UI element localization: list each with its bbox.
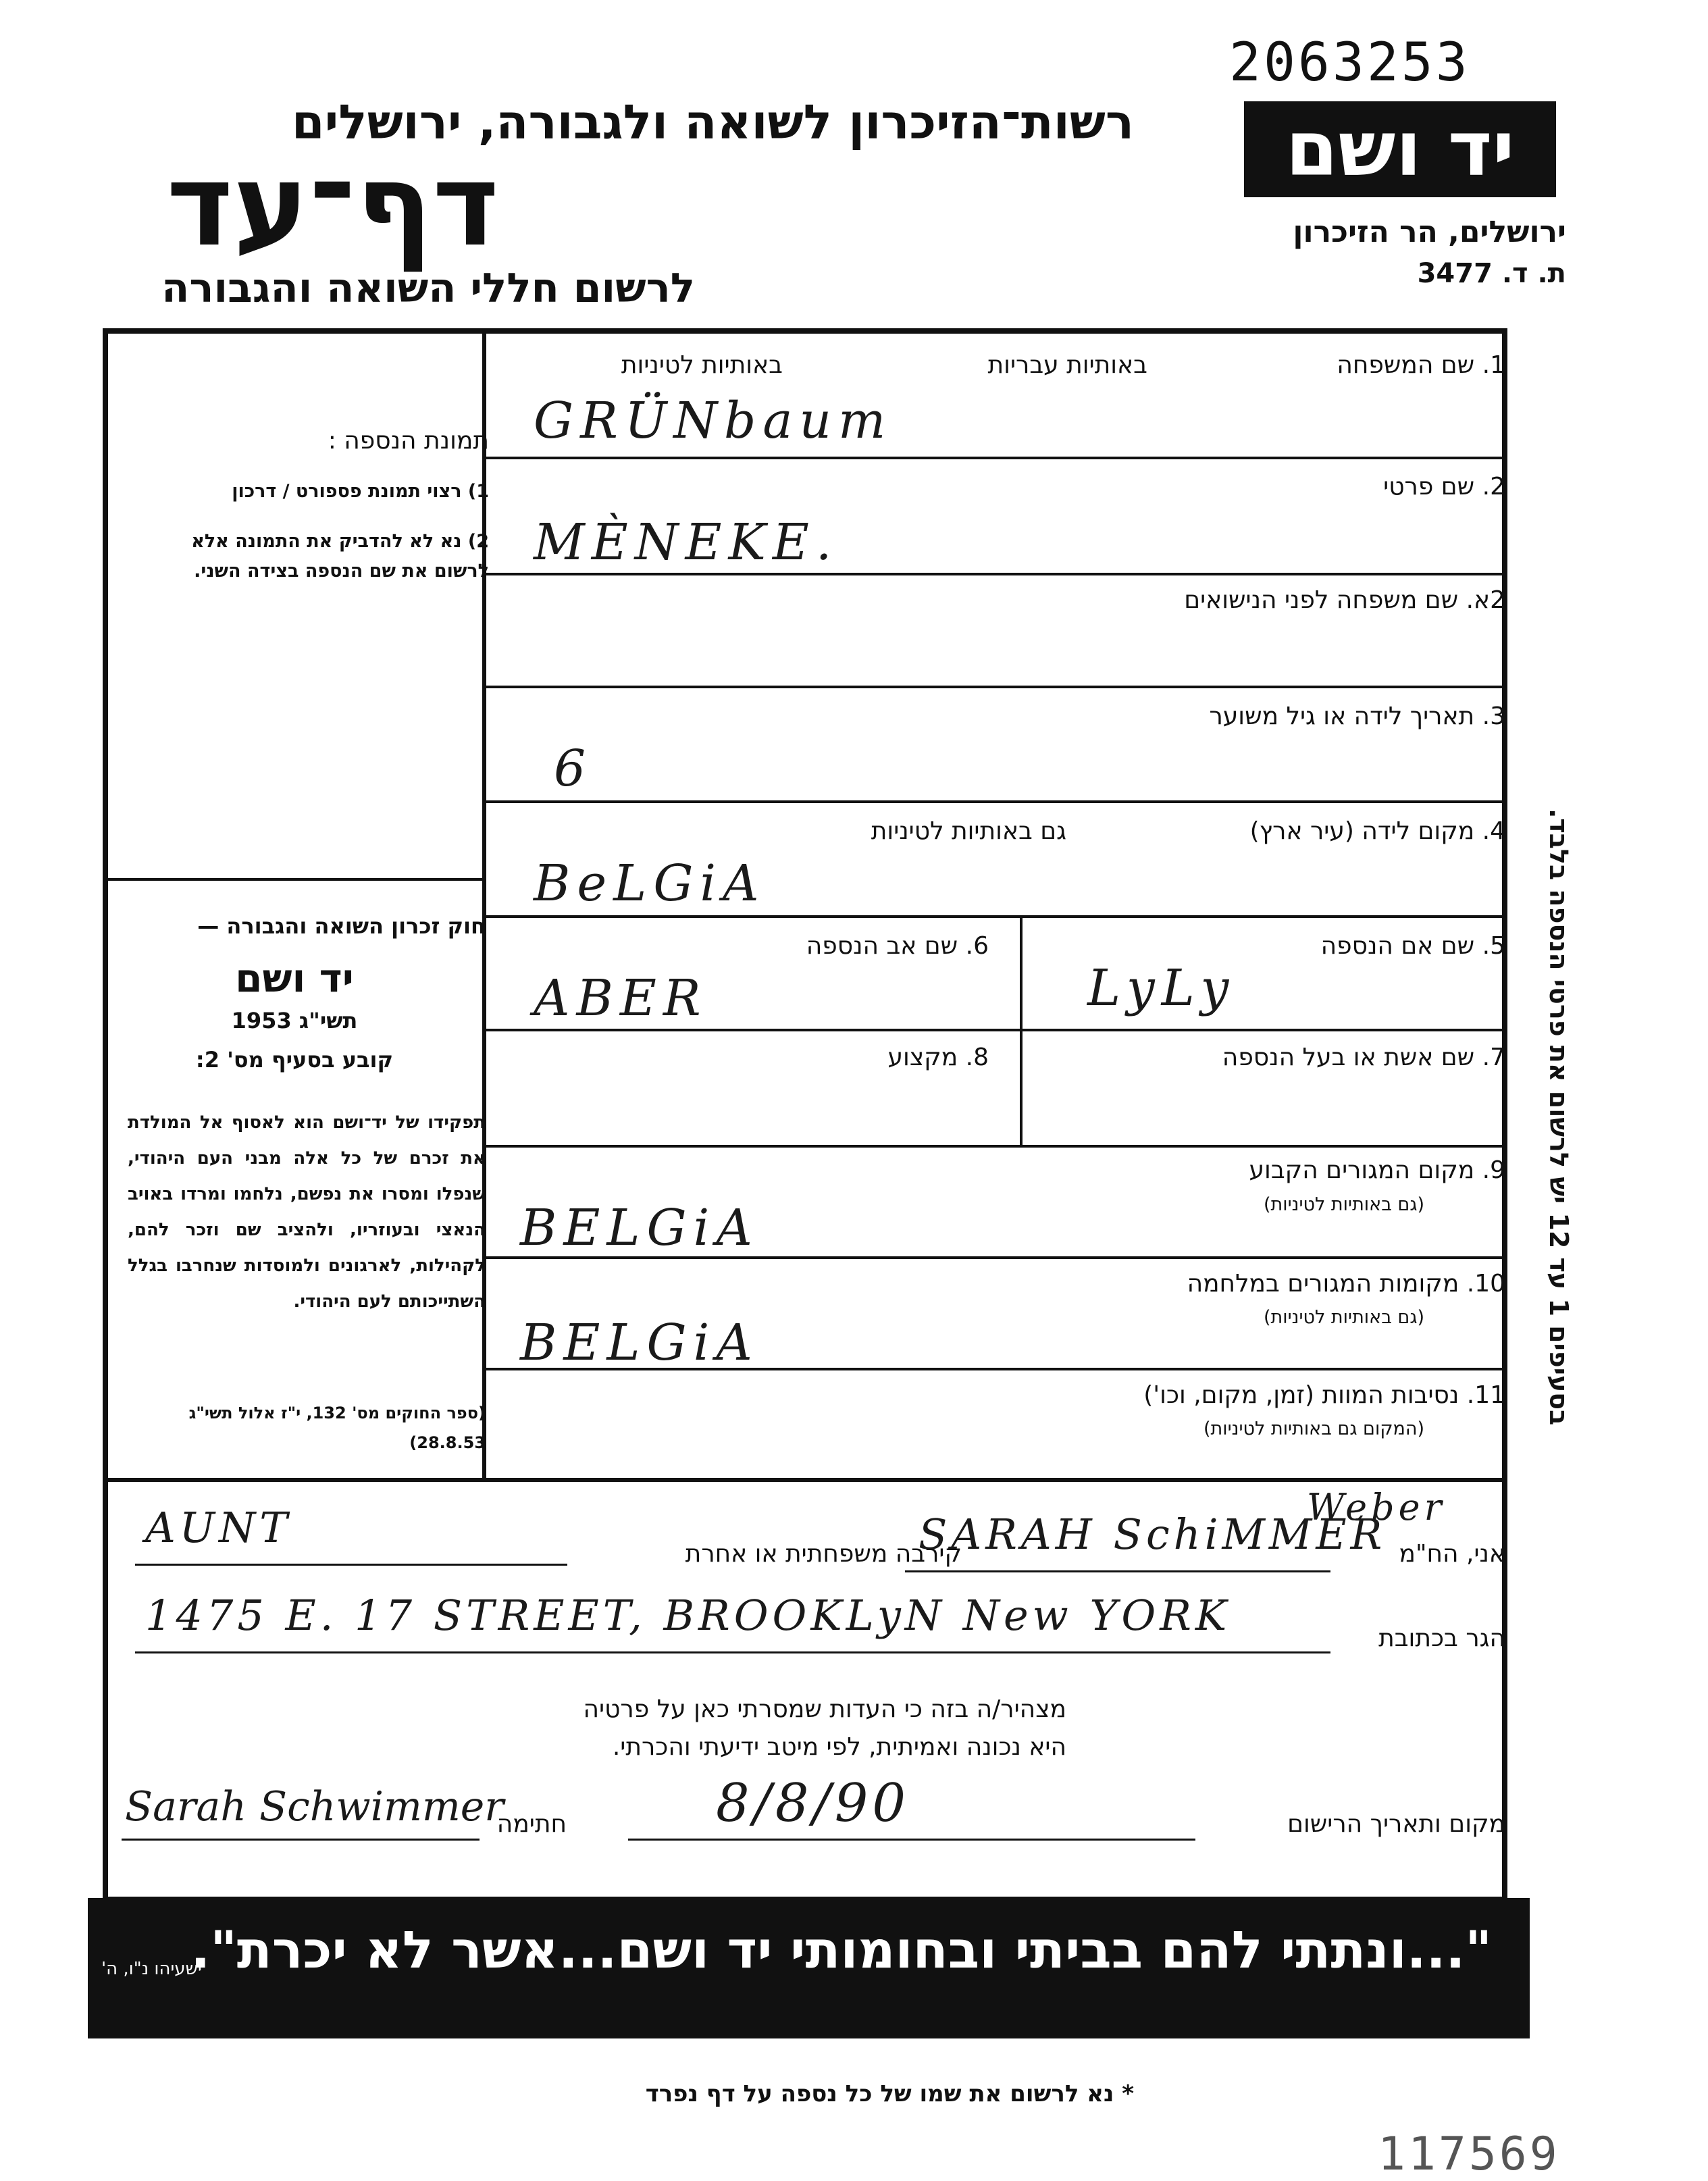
relation-value[interactable]: AUNT <box>145 1503 292 1552</box>
row-divider <box>486 686 1507 688</box>
logo-pobox: ת. ד. 3477 <box>1417 258 1566 289</box>
name-underline <box>905 1570 1330 1572</box>
field-1-value[interactable]: GRÜNbaum <box>534 392 893 450</box>
address-underline <box>135 1651 1330 1653</box>
law-year: תשי"ג 1953 <box>231 1008 358 1033</box>
row-divider <box>486 457 1507 459</box>
field-9-sub: (גם באותיות לטיניות) <box>1263 1194 1424 1215</box>
declaration-i-label: אני, הח"מ <box>1399 1540 1505 1568</box>
row-divider <box>486 1029 1507 1031</box>
footer-note: * נא לרשום את שמו של כל נספה על דף נפרד <box>645 2080 1134 2107</box>
section-divider <box>103 1478 1507 1482</box>
column-divider <box>1020 915 1023 1145</box>
field-5-value[interactable]: LyLy <box>1087 959 1236 1017</box>
law-text: תפקידו של יד־ושם הוא לאסוף אל המולדת את זכרם של כל אלה מבני העם היהודי, שנפלו ומסרו את נפשם, נלחמו ומרדו באויב הנאצי ובעוזריו, ולהציב שם וזכר להם, לקהילות, לארגונים ולמוסדות שנחרבו בגלל השתייכותם לעם היהודי. <box>128 1112 486 1312</box>
field-11-sub: (המקום גם באותיות לטיניות) <box>1203 1418 1424 1439</box>
row-divider <box>486 1145 1507 1148</box>
logo-address: ירושלים, הר הזיכרון <box>1293 215 1566 249</box>
form-subtitle: לרשום חללי השואה והגבורה <box>161 265 695 312</box>
address-value[interactable]: 1475 E. 17 STREET, BROOKLyN New YORK <box>145 1591 1231 1640</box>
field-3-label: 3. תאריך לידה או גיל משוער <box>1209 702 1505 730</box>
photo-note-2: 2) נא לא להדביק את התמונה אלא לרשום את שם הנספה בצידה השני. <box>191 531 489 582</box>
place-date-underline <box>628 1839 1195 1841</box>
field-1-latin-col: באותיות לטיניות <box>621 351 783 379</box>
field-10-label: 10. מקומות המגורים במלחמה <box>1187 1270 1505 1298</box>
declarant-name-extra[interactable]: Weber <box>1307 1486 1446 1529</box>
field-9-value[interactable]: BELGiA <box>520 1199 759 1257</box>
banner-quote: "...ונתתי להם בביתי ובחומותי יד ושם...אשר לא יכרת". <box>190 1920 1492 1980</box>
place-date-value[interactable]: 8/8/90 <box>716 1773 910 1834</box>
place-date-label: מקום ותאריך הרישום <box>1287 1810 1505 1838</box>
relation-underline <box>135 1564 567 1566</box>
field-2a-label: 2א. שם משפחה לפני הנישואים <box>1184 586 1505 614</box>
statement-line-1: מצהיר/ה בזה כי העדות שמסרתי כאן על פרטיה <box>583 1695 1066 1723</box>
field-9-label: 9. מקום המגורים הקבוע <box>1249 1156 1505 1184</box>
address-label: הגר בכתובת <box>1378 1624 1505 1652</box>
signature-label: חתימה <box>496 1810 567 1838</box>
field-10-sub: (גם באותיות לטיניות) <box>1263 1307 1424 1328</box>
law-box-divider <box>103 878 486 881</box>
banner-source: ישעיהו נ"ו, ה' <box>101 1959 202 1979</box>
field-4-value[interactable]: BeLGiA <box>534 854 766 913</box>
law-title: חוק זכרון השואה והגבורה — <box>197 913 486 939</box>
side-instruction: בסעיפים 1 עד 12 יש לרשום את פרטי הנספה בלבד. <box>1544 808 1574 1425</box>
statement-line-2: היא נכונה ואמיתית, לפי מיטב ידיעתי והכרתי. <box>612 1733 1066 1761</box>
field-11-label: 11. נסיבות המוות (זמן, מקום, וכו') <box>1143 1381 1505 1409</box>
row-divider <box>486 915 1507 918</box>
organization-name: רשות־הזיכרון לשואה ולגבורה, ירושלים <box>291 95 1134 150</box>
field-4-latin-note: גם באותיות לטיניות <box>871 817 1066 845</box>
relation-label: קירבה משפחתית או אחרת <box>685 1540 962 1568</box>
declarant-name[interactable]: SARAH SchiMMER <box>918 1510 1387 1559</box>
field-2-label: 2. שם פרטי <box>1383 473 1505 501</box>
field-6-label: 6. שם אב הנספה <box>806 932 989 960</box>
photo-note-1: 1) רצוי תמונת פספורט / דרכון <box>232 481 489 502</box>
field-10-value[interactable]: BELGiA <box>520 1314 759 1372</box>
signature[interactable]: Sarah Schwimmer <box>125 1783 504 1830</box>
field-8-label: 8. מקצוע <box>887 1044 989 1071</box>
law-reference: (ספר החוקים מס' 132, י"ז אלול תשי"ג 28.8.53) <box>188 1404 486 1452</box>
row-divider <box>486 800 1507 803</box>
field-3-value[interactable]: 6 <box>554 740 593 798</box>
document-number-top: 2063253 <box>1229 32 1470 93</box>
field-7-label: 7. שם אשת או בעל הנספה <box>1222 1044 1505 1071</box>
yad-vashem-logo: יד ושם <box>1244 101 1556 197</box>
field-1-label: 1. שם המשפחה <box>1337 351 1505 379</box>
law-yad-vashem: יד ושם <box>235 955 354 1001</box>
signature-underline <box>122 1839 480 1841</box>
field-6-value[interactable]: ABER <box>534 969 708 1027</box>
photo-title: תמונת הנספה : <box>328 427 489 455</box>
field-1-hebrew-col: באותיות עבריות <box>987 351 1147 379</box>
document-number-bottom: 117569 <box>1378 2128 1560 2181</box>
field-5-label: 5. שם אם הנספה <box>1320 932 1505 960</box>
form-title: דף־עד <box>166 139 499 272</box>
law-clause: קובע בסעיף מס' 2: <box>195 1047 394 1073</box>
row-divider <box>486 573 1507 575</box>
field-2-value[interactable]: MÈNEKE. <box>534 513 839 571</box>
field-4-label: 4. מקום לידה (עיר ארץ) <box>1249 817 1505 845</box>
